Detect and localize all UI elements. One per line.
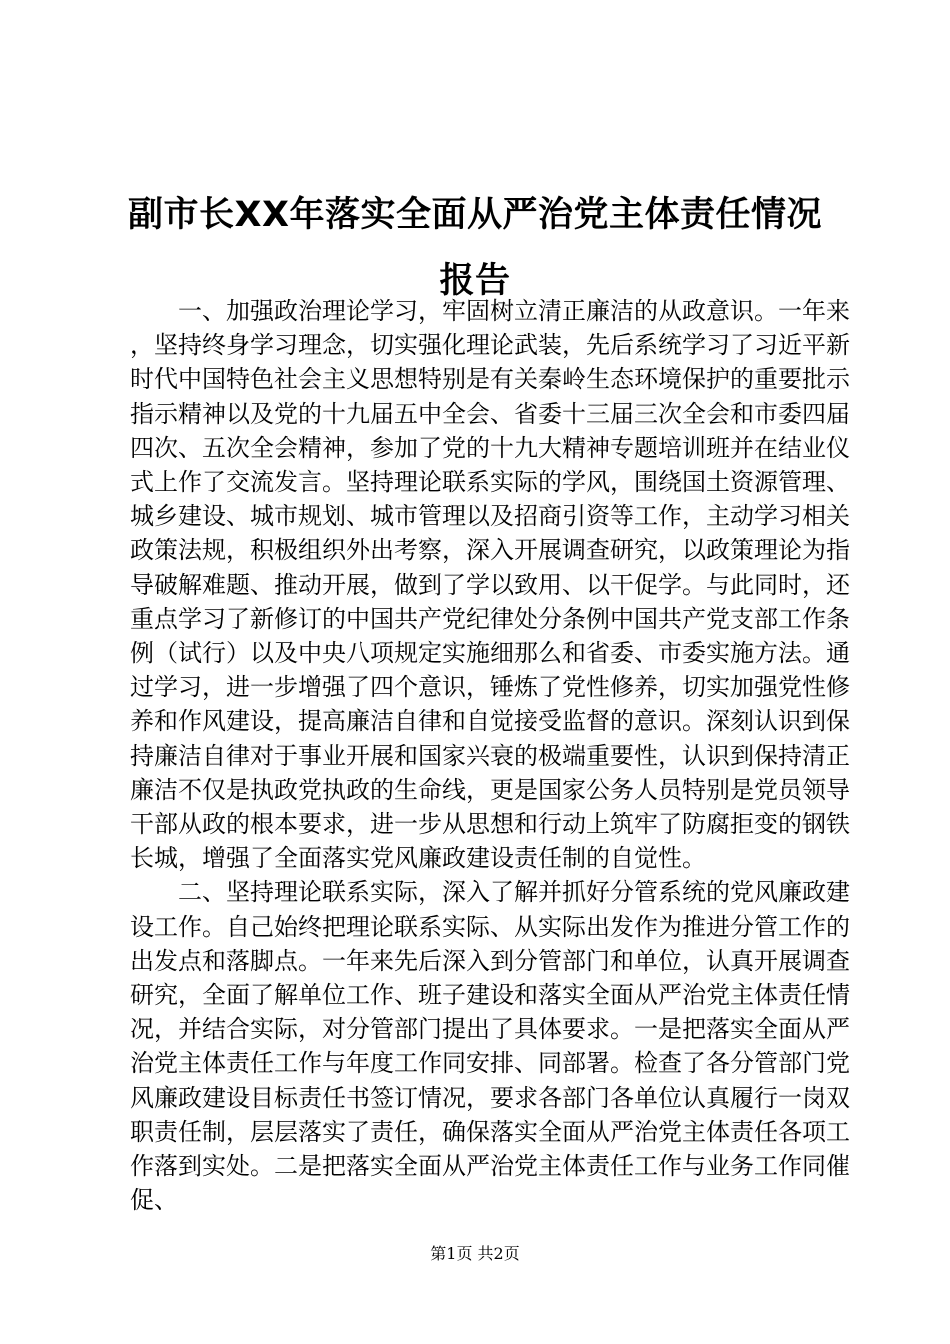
- paragraph-1: 一、加强政治理论学习，牢固树立清正廉洁的从政意识。一年来，坚持终身学习理念，切实强化理论武装，先后系统学习了习近平新时代中国特色社会主义思想特别是有关秦岭生态环境保护的重要批示指示精神以及党的十九届五中全会、省委十三届三次全会和市委四届四次、五次全会精神，参加了党的十九大精神专题培训班并在结业仪式上作了交流发言。坚持理论联系实际的学风，围绕国土资源管理、城乡建设、城市规划、城市管理以及招商引资等工作，主动学习相关政策法规，积极组织外出考察，深入开展调查研究，以政策理论为指导破解难题、推动开展，做到了学以致用、以干促学。与此同时，还重点学习了新修订的中国共产党纪律处分条例中国共产党支部工作条例（试行）以及中央八项规定实施细那么和省委、市委实施方法。通过学习，进一步增强了四个意识，锤炼了党性修养，切实加强党性修养和作风建设，提高廉洁自律和自觉接受监督的意识。深刻认识到保持廉洁自律对于事业开展和国家兴衰的极端重要性，认识到保持清正廉洁不仅是执政党执政的生命线，更是国家公务人员特别是党员领导干部从政的根本要求，进一步从思想和行动上筑牢了防腐拒变的钢铁长城，增强了全面落实党风廉政建设责任制的自觉性。: [130, 297, 850, 873]
- title-line-1: 副市长XX年落实全面从严治党主体责任情况: [128, 195, 822, 235]
- page-footer: 第1页 共2页: [430, 1244, 520, 1263]
- paragraph-2: 二、坚持理论联系实际，深入了解并抓好分管系统的党风廉政建设工作。自己始终把理论联系实际、从实际出发作为推进分管工作的出发点和落脚点。一年来先后深入到分管部门和单位，认真开展调查研究，全面了解单位工作、班子建设和落实全面从严治党主体责任情况，并结合实际，对分管部门提出了具体要求。一是把落实全面从严治党主体责任工作与年度工作同安排、同部署。检查了各分管部门党风廉政建设目标责任书签订情况，要求各部门各单位认真履行一岗双职责任制，层层落实了责任，确保落实全面从严治党主体责任各项工作落到实处。二是把落实全面从严治党主体责任工作与业务工作同催促、: [130, 878, 850, 1215]
- title-line-2: 报告: [439, 261, 511, 301]
- document-body: [130, 294, 850, 1217]
